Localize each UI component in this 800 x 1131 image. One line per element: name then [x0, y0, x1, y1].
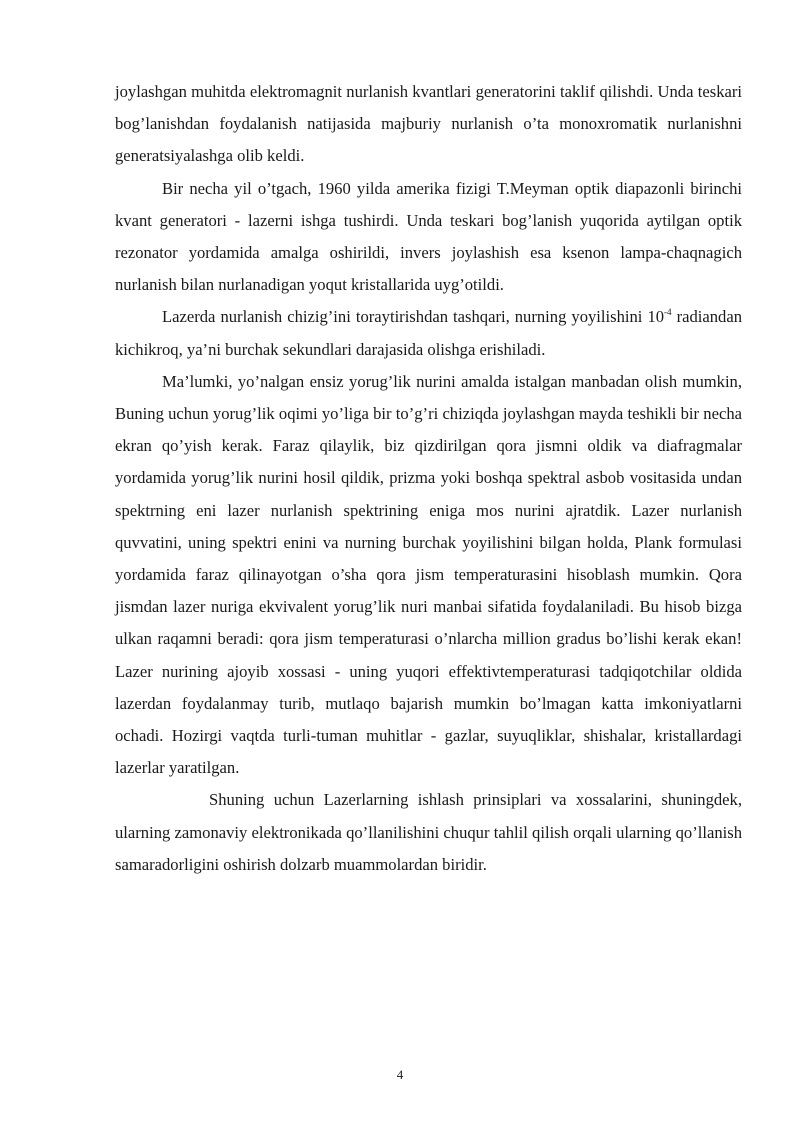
document-body: [115, 76, 742, 881]
paragraph-4: Ma’lumki, yo’nalgan ensiz yorug’lik nurini amalda istalgan manbadan olish mumkin, Buning uchun yorug’lik oqimi yo’liga bir to’g’ri chiziqda joylashgan mayda teshikli bir necha ekran qo’yish kerak. Faraz qilaylik, biz qizdirilgan qora jismni oldik va diafragmalar yordamida yorug’lik nurini hosil qildik, prizma yoki boshqa spektral asbob vositasida undan spektrning eni lazer nurlanish spektrining eniga mos nurini ajratdik. Lazer nurlanish quvvatini, uning spektri enini va nurning burchak yoyilishini bilgan holda, Plank formulasi yordamida faraz qilinayotgan o’sha qora jism temperaturasini hisoblash mumkin. Qora jismdan lazer nuriga ekvivalent yorug’lik nuri manbai sifatida foydalaniladi. Bu hisob bizga ulkan raqamni beradi: qora jism temperaturasi o’nlarcha million gradus bo’lishi kerak ekan! Lazer nurining ajoyib xossasi - uning yuqori effektivtemperaturasi tadqiqotchilar oldida lazerdan foydalanmay turib, mutlaqo bajarish mumkin bo’lmagan katta imkoniyatlarni ochadi. Hozirgi vaqtda turli-tuman muhitlar - gazlar, suyuqliklar, shishalar, kristallardagi lazerlar yaratilgan.: [115, 371, 742, 778]
paragraph-5: Shuning uchun Lazerlarning ishlash prinsiplari va xossalarini, shuningdek, ularning zamonaviy elektronikada qo’llanilishini chuqur tahlil qilish orqali ularning qo’llanish samaradorligini oshirish dolzarb muammolardan biridir.: [115, 790, 742, 874]
paragraph-3-text-after: radiandan kichikroq, ya’ni burchak sekundlari darajasida olishga erishiladi.: [115, 307, 742, 359]
paragraph-3: [115, 301, 742, 365]
paragraph-3-text-before: Lazerda nurlanish chizig’ini toraytirishdan tashqari, nurning yoyilishini 10: [162, 307, 665, 327]
paragraph-1: joylashgan muhitda elektromagnit nurlanish kvantlari generatorini taklif qilishdi. Unda teskari bog’lanishdan foydalanish natijasida majburiy nurlanish o’ta monoxromatik nurlanishni generatsiyalashga olib keldi.: [115, 82, 742, 166]
exponent-superscript: -4: [664, 307, 672, 318]
page-number: 4: [396, 1067, 404, 1082]
paragraph-2: Bir necha yil o’tgach, 1960 yilda amerika fizigi T.Meyman optik diapazonli birinchi kvant generatori - lazerni ishga tushirdi. Unda teskari bog’lanish yuqorida aytilgan optik rezonator yordamida amalga oshirildi, invers joylashish esa ksenon lampa-chaqnagich nurlanish bilan nurlanadigan yoqut kristallarida uyg’otildi.: [115, 178, 742, 295]
